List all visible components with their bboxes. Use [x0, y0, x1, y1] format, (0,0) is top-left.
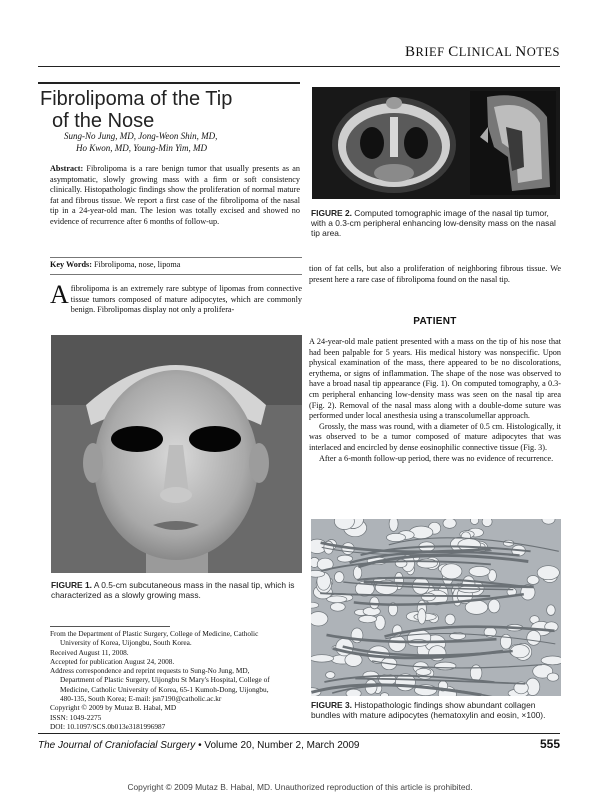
patient-paragraph-2: Grossly, the mass was round, with a diameter of 0.5 cm. Histologically, it was observed to be a tumor composed of mature adipocytes that was interlaced and encircled by dense eosinophilic connective tissue (Fig. 3). [309, 421, 561, 452]
figure-3-histology-image [311, 519, 561, 696]
affiliation-block: From the Department of Plastic Surgery, College of Medicine, Catholic University of Korea, Uijongbu, South Korea. Received August 11, 2008. Accepted for publication August 24, 2008. Address correspondence and reprint requests to Sung-No Jung, MD, Department of Plastic Surgery, Uijongbu St Mary's Hospital, College of Medicine, Catholic University of Korea, 65-1 Kumoh-Dong, Uijongbu, 480-135, South Korea; E-mail: jsn7190@catholic.ac.kr Copyright © 2009 by Mutaz B. Habal, MD ISSN: 1049-2275 DOI: 10.1097/SCS.0b013e3181996987 [50, 629, 270, 731]
copyright-notice: Copyright © 2009 Mutaz B. Habal, MD. Unauthorized reproduction of this article is prohibited. [127, 782, 473, 792]
patient-paragraph-3: After a 6-month follow-up period, there was no evidence of recurrence. [319, 453, 554, 463]
footer-rule [38, 733, 560, 734]
header-rule [38, 66, 560, 67]
figure-1-patient-photo [51, 335, 302, 573]
keywords-rule-bottom [50, 274, 302, 275]
abstract: Abstract: Fibrolipoma is a rare benign tumor that usually presents as an asymptomatic, slowly growing mass with a firm or soft consistency clinically. Histopathologic findings show the proliferation of normal mature fat and fibrous tissue. We report a first case of the fibrolipoma of the nasal tip in a 24-year-old man. The lesion was totally excised and showed no evidence of recurrence after 6 months of follow-up. [50, 164, 300, 226]
keywords: Key Words: Fibrolipoma, nose, lipoma [50, 260, 181, 269]
keywords-rule-top [50, 257, 302, 258]
journal-footer: The Journal of Craniofacial Surgery • Volume 20, Number 2, March 2009 [38, 740, 360, 751]
figure-3-caption: FIGURE 3. Histopathologic findings show abundant collagen bundles with mature adipocytes (hematoxylin and eosin, ×100). [311, 700, 546, 721]
figure-2-ct-image [312, 87, 560, 199]
patient-paragraph-1: A 24-year-old male patient presented with a mass on the tip of his nose that had been palpable for 5 years. His medical history was nonspecific. Upon physical examination of the mass, there appeared to be no discolorations, erythema, or signs of inflammation. The shape of the nose was observed to have a broad nasal tip appearance (Fig. 1). On computed tomography, a 0.3-cm peripheral enhancing low-density mass was seen on the nasal tip area (Fig. 2). Removal of the nasal mass along with a double-dome suture was performed under local anesthesia using a transcolumellar approach. [309, 337, 561, 421]
figure-1-caption: FIGURE 1. A 0.5-cm subcutaneous mass in the nasal tip, which is characterized as a slowly growing mass. [51, 580, 295, 601]
patient-heading: PATIENT [413, 316, 457, 327]
title-rule [38, 82, 300, 84]
article-title: Fibrolipoma of the Tip of the Nose [40, 88, 233, 132]
affiliation-rule [50, 626, 170, 627]
running-head: BRIEF CLINICAL NOTES [405, 44, 560, 60]
intro-continuation: tion of fat cells, but also a proliferation of neighboring fibrous tissue. We present here a rare case of fibrolipoma found on the nasal tip. [309, 264, 561, 284]
figure-2-caption: FIGURE 2. Computed tomographic image of the nasal tip tumor, with a 0.3-cm peripheral enhancing low-density mass on the nasal tip area. [311, 208, 556, 239]
drop-cap: A [50, 280, 69, 309]
intro-paragraph: A fibrolipoma is an extremely rare subtype of lipomas from connective tissue tumors composed of mature adipocytes, which are commonly benign. Fibrolipomas display not only a prolifera- [50, 280, 302, 315]
page-number: 555 [539, 737, 560, 751]
patient-section [309, 337, 561, 464]
author-list: Sung-No Jung, MD, Jong-Weon Shin, MD, Ho Kwon, MD, Young-Min Yim, MD [64, 131, 218, 153]
